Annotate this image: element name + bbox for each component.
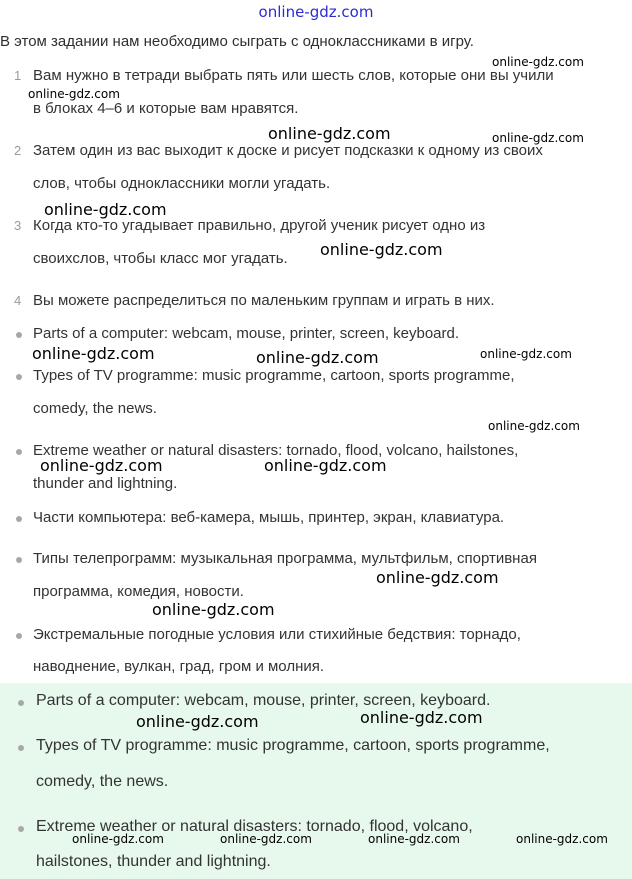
list-item-text: comedy, the news. (33, 400, 157, 417)
watermark: online-gdz.com (72, 832, 164, 846)
list-item-text: слов, чтобы одноклассники могли угадать. (33, 175, 331, 192)
bullet-dot (16, 449, 22, 455)
watermark: online-gdz.com (220, 832, 312, 846)
list-item-text: Вы можете распределиться по маленьким группам и играть в них. (33, 292, 495, 309)
bullet-dot (16, 516, 22, 522)
bullet-dot (18, 826, 24, 832)
watermark: online-gdz.com (320, 240, 443, 259)
list-number: 2 (14, 143, 22, 158)
watermark: online-gdz.com (256, 348, 379, 367)
list-item-text: в блоках 4–6 и которые вам нравятся. (33, 100, 299, 117)
list-item-text: Extreme weather or natural disasters: tornado, flood, volcano, hailstones, (33, 442, 519, 459)
watermark: online-gdz.com (516, 832, 608, 846)
list-item-text: программа, комедия, новости. (33, 583, 244, 600)
watermark: online-gdz.com (268, 124, 391, 143)
watermark: online-gdz.com (44, 200, 167, 219)
list-item-text: Когда кто-то угадывает правильно, другой ученик рисует одно из (33, 217, 486, 234)
list-item-text: Parts of a computer: webcam, mouse, printer, screen, keyboard. (33, 325, 460, 342)
bullet-dot (16, 374, 22, 380)
watermark: online-gdz.com (480, 347, 572, 361)
list-number: 4 (14, 293, 22, 308)
watermark: online-gdz.com (360, 708, 483, 727)
list-item-text: Экстремальные погодные условия или стихийные бедствия: торнадо, (33, 626, 521, 643)
answer-item-text: comedy, the news. (36, 773, 169, 790)
list-number: 3 (14, 218, 22, 233)
intro-text: В этом задании нам необходимо сыграть с одноклассниками в игру. (0, 33, 474, 50)
watermark: online-gdz.com (492, 55, 584, 69)
list-number: 1 (14, 68, 22, 83)
answer-item-text: hailstones, thunder and lightning. (36, 853, 271, 870)
watermark: online-gdz.com (28, 87, 120, 101)
watermark: online-gdz.com (492, 131, 584, 145)
list-item-text: Types of TV programme: music programme, cartoon, sports programme, (33, 367, 515, 384)
list-item-text: Части компьютера: веб-камера, мышь, принтер, экран, клавиатура. (33, 509, 505, 526)
bullet-dot (16, 332, 22, 338)
list-item-text: Затем один из вас выходит к доске и рисует подсказки к одному из своих (33, 142, 543, 159)
bullet-dot (16, 633, 22, 639)
bullet-dot (18, 700, 24, 706)
list-item-text: наводнение, вулкан, град, гром и молния. (33, 658, 325, 675)
bullet-dot (16, 557, 22, 563)
answer-item-text: Types of TV programme: music programme, cartoon, sports programme, (36, 737, 550, 754)
list-item-text: Вам нужно в тетради выбрать пять или шесть слов, которые они вы учили (33, 67, 554, 84)
watermark: online-gdz.com (136, 712, 259, 731)
watermark: online-gdz.com (40, 456, 163, 475)
site-link[interactable]: online-gdz.com (258, 3, 374, 21)
answer-item-text: Extreme weather or natural disasters: tornado, flood, volcano, (36, 818, 473, 835)
watermark: online-gdz.com (376, 568, 499, 587)
list-item-text: thunder and lightning. (33, 475, 178, 492)
bullet-dot (18, 745, 24, 751)
list-item-text: своихслов, чтобы класс мог угадать. (33, 250, 288, 267)
watermark: online-gdz.com (488, 419, 580, 433)
watermark: online-gdz.com (32, 344, 155, 363)
watermark: online-gdz.com (152, 600, 275, 619)
list-item-text: Типы телепрограмм: музыкальная программа, мультфильм, спортивная (33, 550, 537, 567)
watermark: online-gdz.com (264, 456, 387, 475)
watermark: online-gdz.com (368, 832, 460, 846)
answer-item-text: Parts of a computer: webcam, mouse, printer, screen, keyboard. (36, 692, 491, 709)
